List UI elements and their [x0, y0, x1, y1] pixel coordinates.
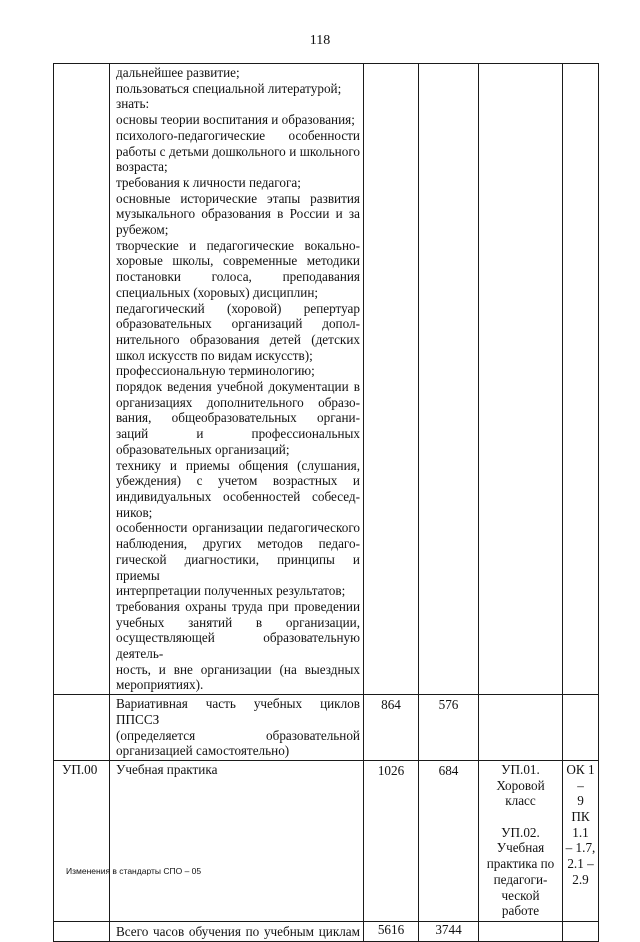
cell-index — [54, 64, 110, 695]
table-row-continued — [54, 64, 599, 695]
competence-line: – 1.7, — [565, 840, 596, 856]
variative-mandatory: 576 — [438, 697, 459, 713]
practice-mandatory: 684 — [438, 762, 459, 778]
text-line: требования к личности педагога; — [116, 174, 301, 190]
practice-line: Учебная — [496, 840, 545, 856]
text-line: (определяется образовательной — [116, 727, 360, 743]
competence-line: ОК 1 – — [566, 761, 595, 793]
cell-competence — [563, 760, 599, 921]
text-line: вания, общеобразовательных органи- — [116, 410, 360, 426]
text-line: психолого-педагогические особенности — [116, 127, 360, 143]
curriculum-table — [53, 63, 599, 942]
text-line: школ искусств по видам искусств); — [116, 347, 313, 363]
cell-index — [54, 760, 110, 921]
text-line: творческие и педагогические вокально- — [116, 237, 360, 253]
practice-line: Хоровой — [496, 777, 545, 793]
text-line: заций и профессиональных — [116, 426, 360, 442]
cell-max-load — [364, 760, 419, 921]
competence-list — [563, 761, 598, 888]
text-line: хоровые школы, современные методики — [116, 253, 360, 269]
text-line: порядок ведения учебной документации в — [116, 379, 360, 395]
cell-description — [110, 760, 364, 921]
cell-max-load — [364, 921, 419, 941]
text-line: организациях дополнительного образо- — [116, 394, 360, 410]
text-line: возраста; — [116, 159, 168, 175]
cell-practice — [479, 760, 563, 921]
table-row-practice — [54, 760, 599, 921]
practice-max-load: 1026 — [377, 762, 405, 778]
competence-line: 2.9 — [572, 871, 589, 887]
footer-note: Изменения в стандарты СПО – 05 — [66, 866, 202, 876]
cell-description — [110, 921, 364, 941]
text-line: профессиональную терминологию; — [116, 363, 315, 379]
practice-name: Учебная практика — [116, 761, 218, 777]
text-line: дальнейшее развитие; — [116, 65, 240, 80]
text-line: мероприятиях). — [116, 677, 204, 693]
text-line: работы с детьми дошкольного и школьного — [116, 143, 360, 159]
text-line: требования охраны труда при проведении — [116, 598, 360, 614]
practice-line: педагоги- — [493, 871, 548, 887]
text-line: интерпретации полученных результатов; — [116, 583, 346, 599]
text-line: нительного образования детей (детских — [116, 331, 360, 347]
text-line: осуществляющей образовательную деятель- — [116, 630, 360, 662]
cell-mandatory — [419, 921, 479, 941]
cell-competence — [563, 695, 599, 761]
table-row-variative — [54, 695, 599, 761]
text-line: основы теории воспитания и образования; — [116, 112, 355, 128]
practice-line: ческой — [501, 887, 540, 903]
cell-competence — [563, 64, 599, 695]
competence-line: 9 — [577, 793, 584, 809]
cell-index — [54, 921, 110, 941]
cell-description — [110, 695, 364, 761]
text-line: убеждения) с учетом возрастных и — [116, 473, 360, 489]
text-line: наблюдения, других методов педаго- — [116, 536, 360, 552]
cell-practice — [479, 921, 563, 941]
cell-index — [54, 695, 110, 761]
text-line: индивидуальных особенностей собесед- — [116, 488, 360, 504]
total-mandatory: 3744 — [435, 921, 462, 937]
competence-line: ПК 1.1 — [571, 809, 590, 840]
practice-line: УП.02. — [501, 824, 540, 840]
text-line: Вариативная часть учебных циклов ППССЗ — [116, 696, 360, 727]
text-line: постановки голоса, преподавания — [116, 269, 360, 285]
practice-list — [479, 761, 562, 921]
cell-mandatory — [419, 760, 479, 921]
practice-code: УП.00 — [62, 761, 98, 777]
text-line: образовательных организаций; — [116, 441, 290, 457]
description-text — [110, 64, 363, 694]
text-line: педагогический (хоровой) репертуар — [116, 300, 360, 316]
text-line: пользоваться специальной литературой; — [116, 80, 342, 96]
cell-max-load — [364, 64, 419, 695]
cell-max-load — [364, 695, 419, 761]
text-line: музыкального образования в России и за — [116, 206, 360, 222]
text-line: образовательных организаций допол- — [116, 316, 360, 332]
text-line: особенности организации педагогического — [116, 520, 360, 536]
page-number: 118 — [309, 33, 331, 48]
text-line: специальных (хоровых) дисциплин; — [116, 284, 319, 300]
cell-practice — [479, 64, 563, 695]
text-line: ность, и вне организации (на выездных — [116, 661, 360, 677]
competence-line: 2.1 – — [567, 856, 594, 872]
total-max-load: 5616 — [377, 921, 405, 937]
text-line: рубежом; — [116, 222, 169, 238]
practice-line: класс — [505, 793, 536, 809]
text-line: технику и приемы общения (слушания, — [116, 457, 360, 473]
cell-practice — [479, 695, 563, 761]
text-line: организацией самостоятельно) — [116, 743, 290, 759]
practice-line: УП.01. — [501, 761, 540, 777]
table-row-total — [54, 921, 599, 941]
text-line: ников; — [116, 504, 153, 520]
total-text: Всего часов обучения по учебным циклам — [116, 923, 360, 939]
text-line: основные исторические этапы развития — [116, 190, 360, 206]
text-line: гической диагностики, принципы и приемы — [116, 551, 360, 583]
cell-competence — [563, 921, 599, 941]
practice-line: практика по — [486, 856, 555, 872]
variative-max-load: 864 — [381, 697, 401, 713]
practice-spacer — [481, 809, 560, 825]
cell-mandatory — [419, 64, 479, 695]
practice-line: работе — [501, 903, 540, 919]
variative-text — [110, 695, 363, 760]
cell-description — [110, 64, 364, 695]
text-line: учебных занятий в организации, — [116, 614, 360, 630]
text-line: знать: — [116, 96, 150, 112]
cell-mandatory — [419, 695, 479, 761]
